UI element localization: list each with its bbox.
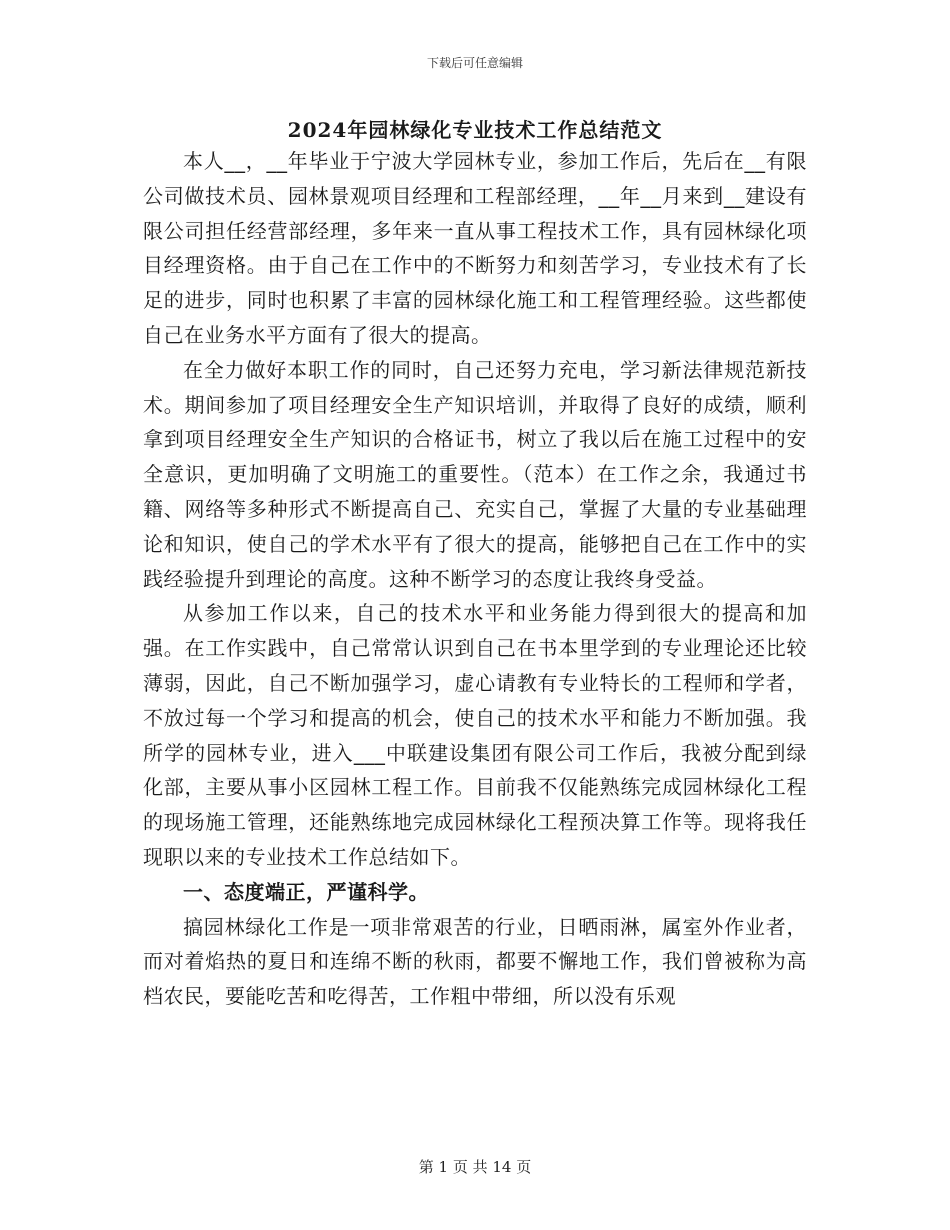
header-note: 下载后可任意编辑 — [426, 56, 523, 70]
document-title: 2024年园林绿化专业技术工作总结范文 — [287, 118, 663, 142]
body-paragraph-1: 本人__，__年毕业于宁波大学园林专业，参加工作后，先后在__有限公司做技术员、园林景观项目经理和工程部经理，__年__月来到__建设有限公司担任经营部经理，多年来一直从事工程技术工作，具有园林绿化项目经理资格。由于自己在工作中的不断努力和刻苦学习，专业技术有了长足的进步，同时也积累了丰富的园林绿化施工和工程管理经验。这些都使自己在业务水平方面有了很大的提高。 — [143, 149, 807, 347]
section-paragraph: 搞园林绿化工作是一项非常艰苦的行业，日晒雨淋，属室外作业者，而对着焰热的夏日和连绵不断的秋雨，都要不懈地工作，我们曾被称为高档农民，要能吃苦和吃得苦，工作粗中带细，所以没有乐观 — [143, 914, 807, 1009]
body-paragraph-2: 在全力做好本职工作的同时，自己还努力充电，学习新法律规范新技术。期间参加了项目经理安全生产知识培训，并取得了良好的成绩，顺利拿到项目经理安全生产知识的合格证书，树立了我以后在施工过程中的安全意识，更加明确了文明施工的重要性。（范本）在工作之余，我通过书籍、网络等多种形式不断提高自己、充实自己，掌握了大量的专业基础理论和知识，使自己的学术水平有了很大的提高，能够把自己在工作中的实践经验提升到理论的高度。这种不断学习的态度让我终身受益。 — [143, 357, 807, 591]
section-heading: 一、态度端正，严谨科学。 — [183, 879, 429, 904]
page-footer: 第 1 页 共 14 页 — [418, 1158, 532, 1176]
body-paragraph-3: 从参加工作以来，自己的技术水平和业务能力得到很大的提高和加强。在工作实践中，自己常常认识到自己在书本里学到的专业理论还比较薄弱，因此，自己不断加强学习，虚心请教有专业特长的工程师和学者，不放过每一个学习和提高的机会，使自己的技术水平和能力不断加强。我所学的园林专业，进入___中联建设集团有限公司工作后，我被分配到绿化部，主要从事小区园林工程工作。目前我不仅能熟练完成园林绿化工程的现场施工管理，还能熟练地完成园林绿化工程预决算工作等。现将我任现职以来的专业技术工作总结如下。 — [143, 601, 807, 869]
document-body — [143, 144, 807, 1014]
